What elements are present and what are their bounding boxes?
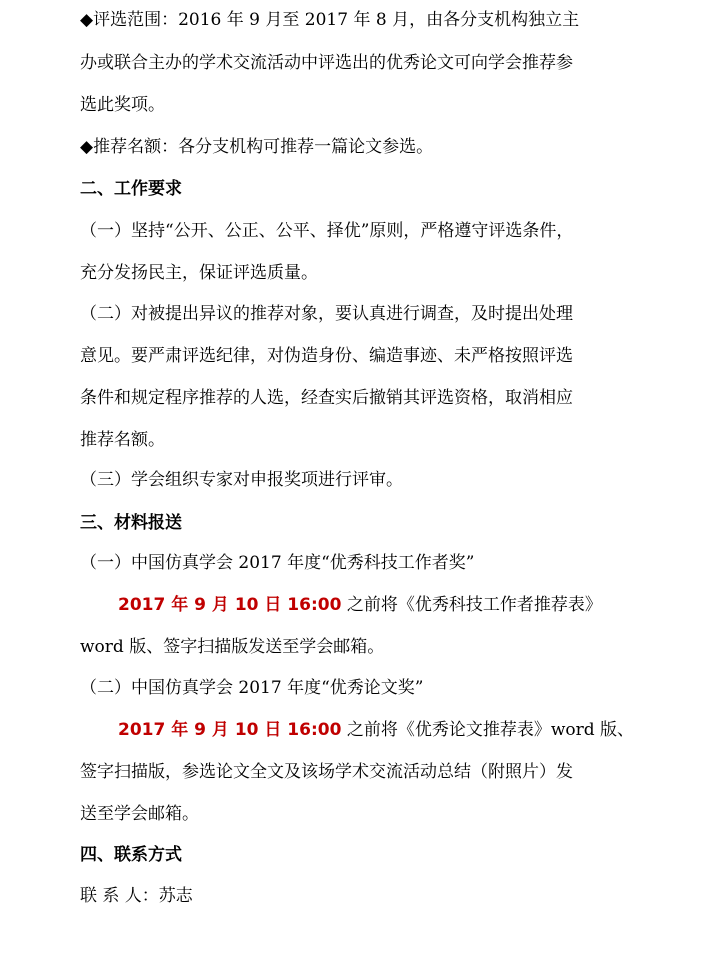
section-2-item-3: （三）学会组织专家对申报奖项进行评审。 (80, 470, 403, 490)
section-3-item-2-line-2: 签字扫描版，参选论文全文及该场学术交流活动总结（附照片）发 (80, 762, 573, 782)
scope-paragraph-line-3: 选此奖项。 (80, 95, 165, 115)
section-3-item-2-line-3: 送至学会邮箱。 (80, 804, 199, 824)
contact-person: 联 系 人：苏志 (80, 886, 193, 906)
section-3-heading: 三、材料报送 (80, 513, 182, 533)
section-3-item-1-line-2: word 版、签字扫描版发送至学会邮箱。 (80, 637, 385, 657)
section-3-item-2-line-1: 2017 年 9 月 10 日 16:00 之前将《优秀论文推荐表》word 版、 (118, 720, 635, 740)
quota-paragraph: ◆推荐名额：各分支机构可推荐一篇论文参选。 (80, 137, 434, 157)
scope-paragraph-line-2: 办或联合主办的学术交流活动中评选出的优秀论文可向学会推荐参 (80, 53, 573, 73)
deadline-highlight: 2017 年 9 月 10 日 16:00 (118, 595, 342, 615)
section-3-item-1-title: （一）中国仿真学会 2017 年度“优秀科技工作者奖” (80, 553, 475, 573)
deadline-highlight: 2017 年 9 月 10 日 16:00 (118, 720, 342, 740)
diamond-bullet-icon: ◆ (80, 10, 94, 30)
section-3-item-2-title: （二）中国仿真学会 2017 年度“优秀论文奖” (80, 678, 424, 698)
section-2-item-2-line-4: 推荐名额。 (80, 430, 165, 450)
section-2-item-2-line-3: 条件和规定程序推荐的人选，经查实后撤销其评选资格，取消相应 (80, 388, 573, 408)
section-2-item-2-line-2: 意见。要严肃评选纪律，对伪造身份、编造事迹、未严格按照评选 (80, 346, 573, 366)
section-2-item-1-line-1: （一）坚持“公开、公正、公平、择优”原则，严格遵守评选条件， (80, 221, 574, 241)
section-2-item-2-line-1: （二）对被提出异议的推荐对象，要认真进行调查，及时提出处理 (80, 304, 573, 324)
section-2-heading: 二、工作要求 (80, 179, 182, 199)
section-4-heading: 四、联系方式 (80, 845, 182, 865)
section-2-item-1-line-2: 充分发扬民主，保证评选质量。 (80, 263, 318, 283)
section-3-item-1-line-1: 2017 年 9 月 10 日 16:00 之前将《优秀科技工作者推荐表》 (118, 595, 602, 615)
scope-paragraph-line-1: ◆评选范围：2016 年 9 月至 2017 年 8 月，由各分支机构独立主 (80, 10, 580, 30)
diamond-bullet-icon: ◆ (80, 137, 94, 157)
